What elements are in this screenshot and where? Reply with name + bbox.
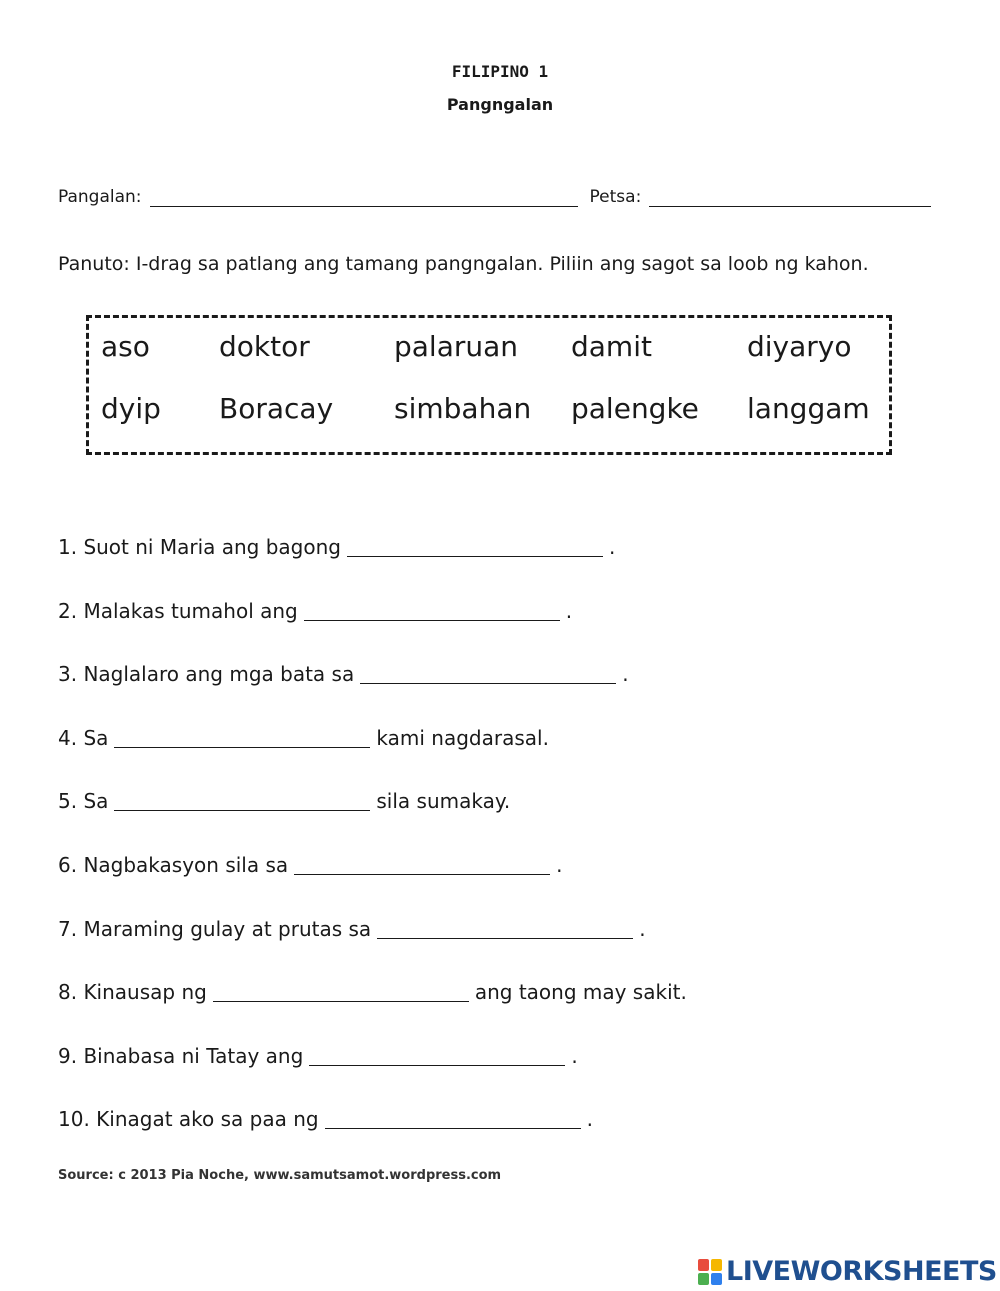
question-item bbox=[58, 916, 646, 941]
question-text: 6. Nagbakasyon sila sa bbox=[58, 853, 289, 877]
question-text-end: . bbox=[586, 1107, 593, 1132]
word-bank-item[interactable]: palaruan bbox=[394, 330, 519, 363]
question-text-end: . bbox=[608, 535, 616, 559]
question-text-end: . bbox=[639, 916, 646, 941]
question-item bbox=[58, 1106, 593, 1131]
question-text: 4. Sa bbox=[58, 725, 109, 750]
brand-name: LIVEWORKSHEETS bbox=[726, 1256, 997, 1287]
instruction-text: Panuto: I-drag sa patlang ang tamang pangngalan. Piliin ang sagot sa loob ng kahon. bbox=[58, 253, 869, 275]
word-bank-item[interactable]: dyip bbox=[101, 392, 161, 425]
question-item bbox=[58, 1043, 578, 1068]
page-subtitle: Pangngalan bbox=[446, 95, 554, 114]
answer-blank[interactable] bbox=[114, 788, 370, 811]
question-item bbox=[58, 661, 629, 686]
logo-square bbox=[711, 1273, 722, 1285]
name-field[interactable] bbox=[150, 186, 578, 207]
name-label: Pangalan: bbox=[58, 187, 142, 207]
question-text: 1. Suot ni Maria ang bagong bbox=[58, 535, 341, 559]
date-label: Petsa: bbox=[589, 187, 642, 207]
question-text-end: . bbox=[622, 662, 629, 687]
word-bank-item[interactable]: simbahan bbox=[394, 392, 532, 425]
answer-blank[interactable] bbox=[377, 916, 633, 939]
question-text-end: . bbox=[556, 853, 563, 877]
word-bank-item[interactable]: Boracay bbox=[219, 392, 334, 425]
question-text: 2. Malakas tumahol ang bbox=[58, 598, 298, 623]
question-item bbox=[58, 852, 563, 877]
answer-blank[interactable] bbox=[325, 1106, 581, 1129]
liveworksheets-logo-icon bbox=[698, 1259, 722, 1285]
question-text: 9. Binabasa ni Tatay ang bbox=[58, 1043, 304, 1068]
word-bank-item[interactable]: damit bbox=[571, 330, 652, 363]
answer-blank[interactable] bbox=[213, 979, 469, 1002]
question-text: 7. Maraming gulay at prutas sa bbox=[58, 916, 372, 941]
word-bank-item[interactable]: palengke bbox=[571, 392, 699, 425]
question-item bbox=[58, 979, 687, 1004]
question-text: 10. Kinagat ako sa paa ng bbox=[58, 1107, 319, 1132]
answer-blank[interactable] bbox=[294, 852, 550, 875]
logo-square bbox=[711, 1259, 722, 1271]
answer-blank[interactable] bbox=[347, 534, 603, 557]
question-text-end: . bbox=[565, 598, 573, 623]
answer-blank[interactable] bbox=[114, 725, 370, 748]
question-text: 3. Naglalaro ang mga bata sa bbox=[58, 662, 355, 687]
question-text: 8. Kinausap ng bbox=[58, 980, 207, 1005]
answer-blank[interactable] bbox=[360, 661, 616, 684]
page-title: FILIPINO 1 bbox=[451, 62, 549, 81]
question-text: 5. Sa bbox=[58, 789, 109, 814]
question-item bbox=[58, 534, 615, 559]
question-item bbox=[58, 598, 572, 623]
word-bank-item[interactable]: doktor bbox=[219, 330, 310, 363]
question-item bbox=[58, 788, 510, 813]
source-credit: Source: c 2013 Pia Noche, www.samutsamot.wordpress.com bbox=[58, 1168, 502, 1183]
question-text-end: kami nagdarasal. bbox=[376, 725, 549, 750]
brand-watermark bbox=[698, 1256, 997, 1287]
logo-square bbox=[698, 1273, 709, 1285]
answer-blank[interactable] bbox=[304, 598, 560, 621]
student-info-row bbox=[58, 186, 938, 207]
question-text-end: ang taong may sakit. bbox=[474, 980, 687, 1005]
word-bank-item[interactable]: langgam bbox=[747, 392, 870, 425]
question-item bbox=[58, 725, 549, 750]
question-text-end: sila sumakay. bbox=[376, 789, 511, 814]
word-bank-item[interactable]: diyaryo bbox=[747, 330, 852, 363]
logo-square bbox=[698, 1259, 709, 1271]
word-bank-box bbox=[86, 315, 892, 455]
word-bank-item[interactable]: aso bbox=[101, 330, 150, 363]
date-field[interactable] bbox=[649, 186, 931, 207]
question-text-end: . bbox=[571, 1043, 578, 1068]
answer-blank[interactable] bbox=[309, 1043, 565, 1066]
